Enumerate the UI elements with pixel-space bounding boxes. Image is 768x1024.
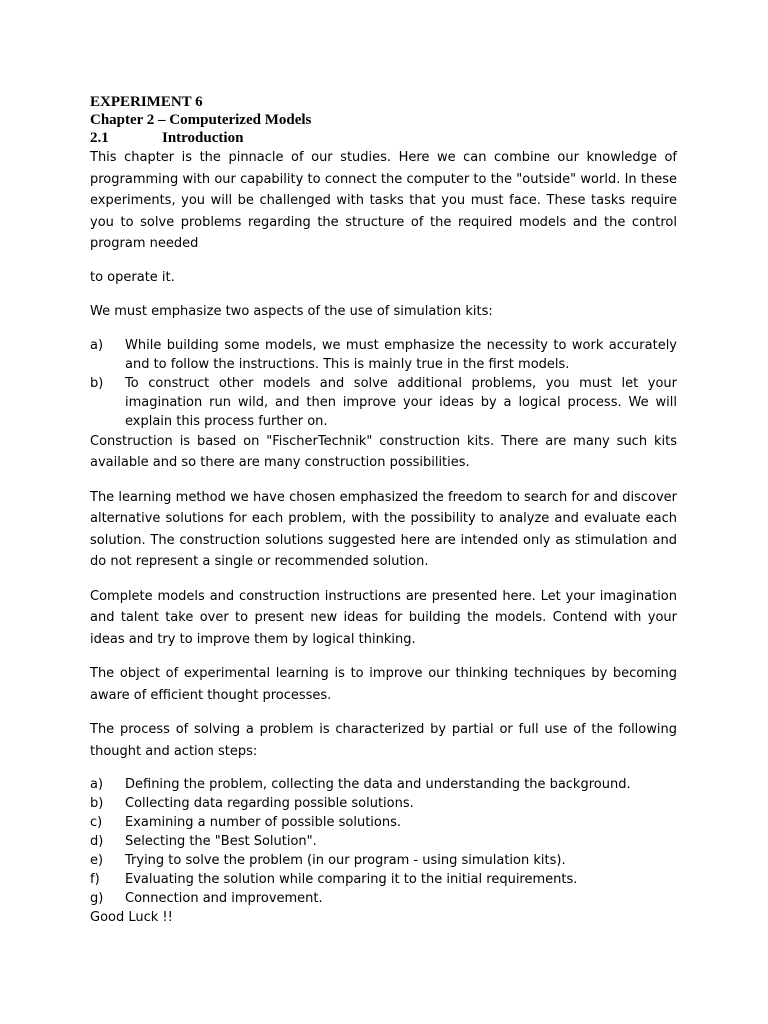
list-item-label: f)	[90, 872, 100, 887]
list-item	[90, 336, 677, 374]
list-item	[90, 374, 677, 431]
closing-line: Good Luck !!	[90, 910, 173, 925]
list-item-label: d)	[90, 834, 104, 849]
list-item-label: e)	[90, 853, 104, 868]
list-item-text: Examining a number of possible solutions.	[125, 815, 401, 830]
complete-models-paragraph: Complete models and construction instructions are presented here. Let your imagination and talent take over to present new ideas for building the models. Contend with your ideas and try to improve them by logical thinking.	[90, 588, 677, 647]
list-item-text: To construct other models and solve additional problems, you must let your imagination run wild, and then improve your ideas by a logical process. We will explain this process further on.	[125, 375, 677, 429]
list-item	[90, 794, 677, 813]
section-heading	[90, 129, 677, 147]
list-item-label: a)	[90, 777, 104, 792]
list-item-text: Selecting the "Best Solution".	[125, 834, 317, 849]
list-item	[90, 832, 677, 851]
list-item	[90, 870, 677, 889]
list-item-label: a)	[90, 337, 104, 353]
steps-list	[90, 775, 677, 908]
list-item	[90, 889, 677, 908]
construction-paragraph: Construction is based on "FischerTechnik" construction kits. There are many such kits available and so there are many construction possibilities.	[90, 433, 677, 470]
intro-paragraph: This chapter is the pinnacle of our studies. Here we can combine our knowledge of programming with our capability to connect the computer to the "outside" world. In these experiments, you will be challenged with tasks that you must face. These tasks require you to solve problems regarding the structure of the required models and the control program needed	[90, 150, 677, 251]
list-item-label: b)	[90, 796, 104, 811]
learning-method-paragraph: The learning method we have chosen emphasized the freedom to search for and discover alternative solutions for each problem, with the possibility to analyze and evaluate each solution. The construction solutions suggested here are intended only as stimulation and do not represent a single or recommended solution.	[90, 489, 677, 569]
list-item	[90, 851, 677, 870]
document-page	[90, 93, 677, 927]
list-item-text: Collecting data regarding possible solutions.	[125, 796, 414, 811]
section-number: 2.1	[90, 130, 109, 146]
list-item-label: b)	[90, 375, 104, 391]
section-title: Introduction	[162, 130, 244, 146]
aspects-intro-paragraph: We must emphasize two aspects of the use of simulation kits:	[90, 304, 493, 319]
experiment-heading: EXPERIMENT 6	[90, 94, 203, 110]
list-item-label: g)	[90, 891, 104, 906]
process-paragraph: The process of solving a problem is characterized by partial or full use of the following thought and action steps:	[90, 722, 677, 759]
list-item-text: Connection and improvement.	[125, 891, 323, 906]
chapter-heading: Chapter 2 – Computerized Models	[90, 112, 312, 128]
intro-paragraph-continued: to operate it.	[90, 269, 175, 285]
list-item-text: Evaluating the solution while comparing it to the initial requirements.	[125, 872, 578, 887]
aspects-list	[90, 336, 677, 431]
list-item	[90, 775, 677, 794]
list-item-text: Trying to solve the problem (in our program - using simulation kits).	[125, 853, 566, 868]
list-item	[90, 813, 677, 832]
list-item-label: c)	[90, 815, 103, 830]
list-item-text: While building some models, we must emphasize the necessity to work accurately and to follow the instructions. This is mainly true in the first models.	[125, 337, 677, 372]
object-paragraph: The object of experimental learning is to improve our thinking techniques by becoming aware of efficient thought processes.	[90, 666, 677, 703]
list-item-text: Defining the problem, collecting the data and understanding the background.	[125, 777, 631, 792]
